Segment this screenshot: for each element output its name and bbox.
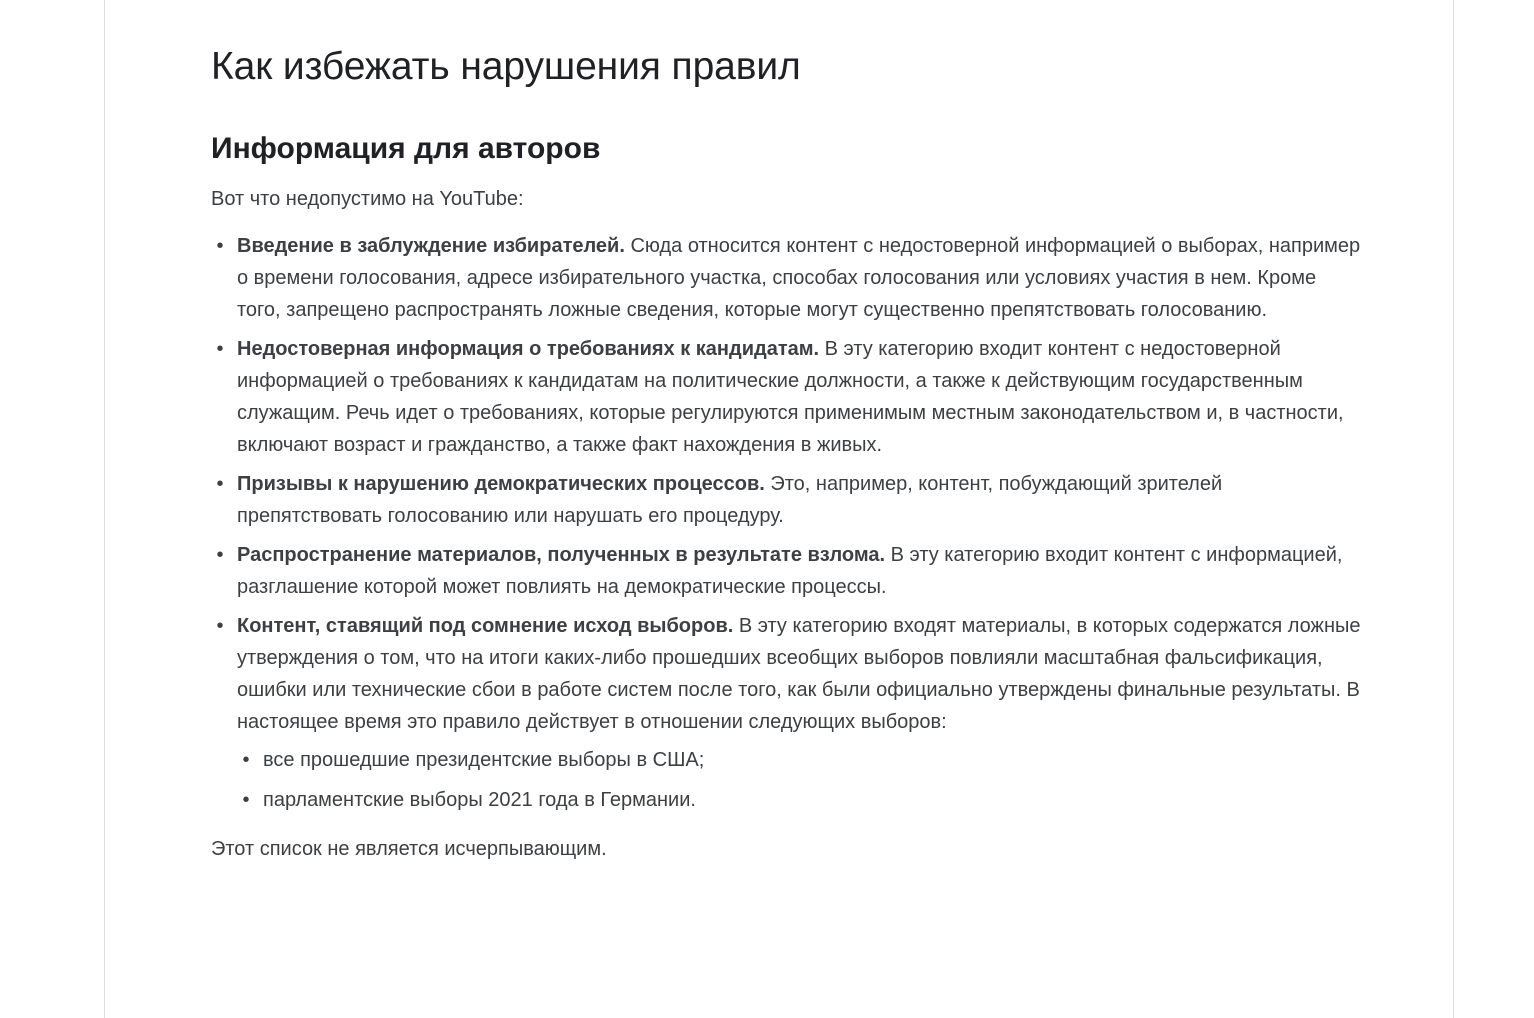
bullet-icon: • — [216, 338, 224, 360]
intro-text: Вот что недопустимо на YouTube: — [211, 188, 524, 210]
bullet-icon: • — [242, 789, 250, 811]
list-item — [216, 230, 1361, 326]
elections-sublist — [237, 744, 1361, 816]
sublist-item-text: парламентские выборы 2021 года в Германии. — [263, 789, 696, 811]
list-item — [216, 610, 1361, 816]
list-item-lead: Контент, ставящий под сомнение исход выборов. — [237, 615, 734, 637]
list-item-text: В эту категорию входит контент с недостоверной информацией о требованиях к кандидатам на политические должности, а также к действующим государственным служащим. Речь идет о требованиях, которые регулируются применимым местным законодательством и, в частности, включают возраст и гражданство, а также факт нахождения в живых. — [237, 338, 1344, 456]
article-content — [211, 40, 1361, 865]
sublist-item — [242, 744, 1361, 776]
list-item-text: В эту категорию входит контент с информацией, разглашение которой может повлиять на демократические процессы. — [237, 544, 1343, 598]
policy-list — [211, 230, 1361, 816]
section-heading: Информация для авторов — [211, 132, 601, 165]
bullet-icon: • — [216, 615, 224, 637]
list-item-lead: Введение в заблуждение избирателей. — [237, 235, 625, 257]
sublist-item-text: все прошедшие президентские выборы в США; — [263, 749, 705, 771]
article-card — [104, 0, 1454, 1018]
bullet-icon: • — [216, 473, 224, 495]
list-item — [216, 333, 1361, 461]
bullet-icon: • — [216, 235, 224, 257]
page-title: Как избежать нарушения правил — [211, 45, 801, 88]
list-item-lead: Призывы к нарушению демократических процессов. — [237, 473, 765, 495]
footer-note: Этот список не является исчерпывающим. — [211, 838, 607, 860]
list-item-text: Сюда относится контент с недостоверной информацией о выборах, например о времени голосования, адресе избирательного участка, способах голосования или условиях участия в нем. Кроме того, запрещено распространять ложные сведения, которые могут существенно препятствовать голосованию. — [237, 235, 1361, 321]
list-item-lead: Распространение материалов, полученных в результате взлома. — [237, 544, 886, 566]
list-item-text: Это, например, контент, побуждающий зрителей препятствовать голосованию или нарушать его процедуру. — [237, 473, 1223, 527]
bullet-icon: • — [216, 544, 224, 566]
bullet-icon: • — [242, 749, 250, 771]
sublist-item — [242, 784, 1361, 816]
list-item — [216, 539, 1361, 603]
list-item-lead: Недостоверная информация о требованиях к кандидатам. — [237, 338, 820, 360]
list-item-text: В эту категорию входят материалы, в которых содержатся ложные утверждения о том, что на итоги каких-либо прошедших всеобщих выборов повлияли масштабная фальсификация, ошибки или технические сбои в работе систем после того, как были официально утверждены финальные результаты. В настоящее время это правило действует в отношении следующих выборов: — [237, 615, 1361, 733]
list-item — [216, 468, 1361, 532]
